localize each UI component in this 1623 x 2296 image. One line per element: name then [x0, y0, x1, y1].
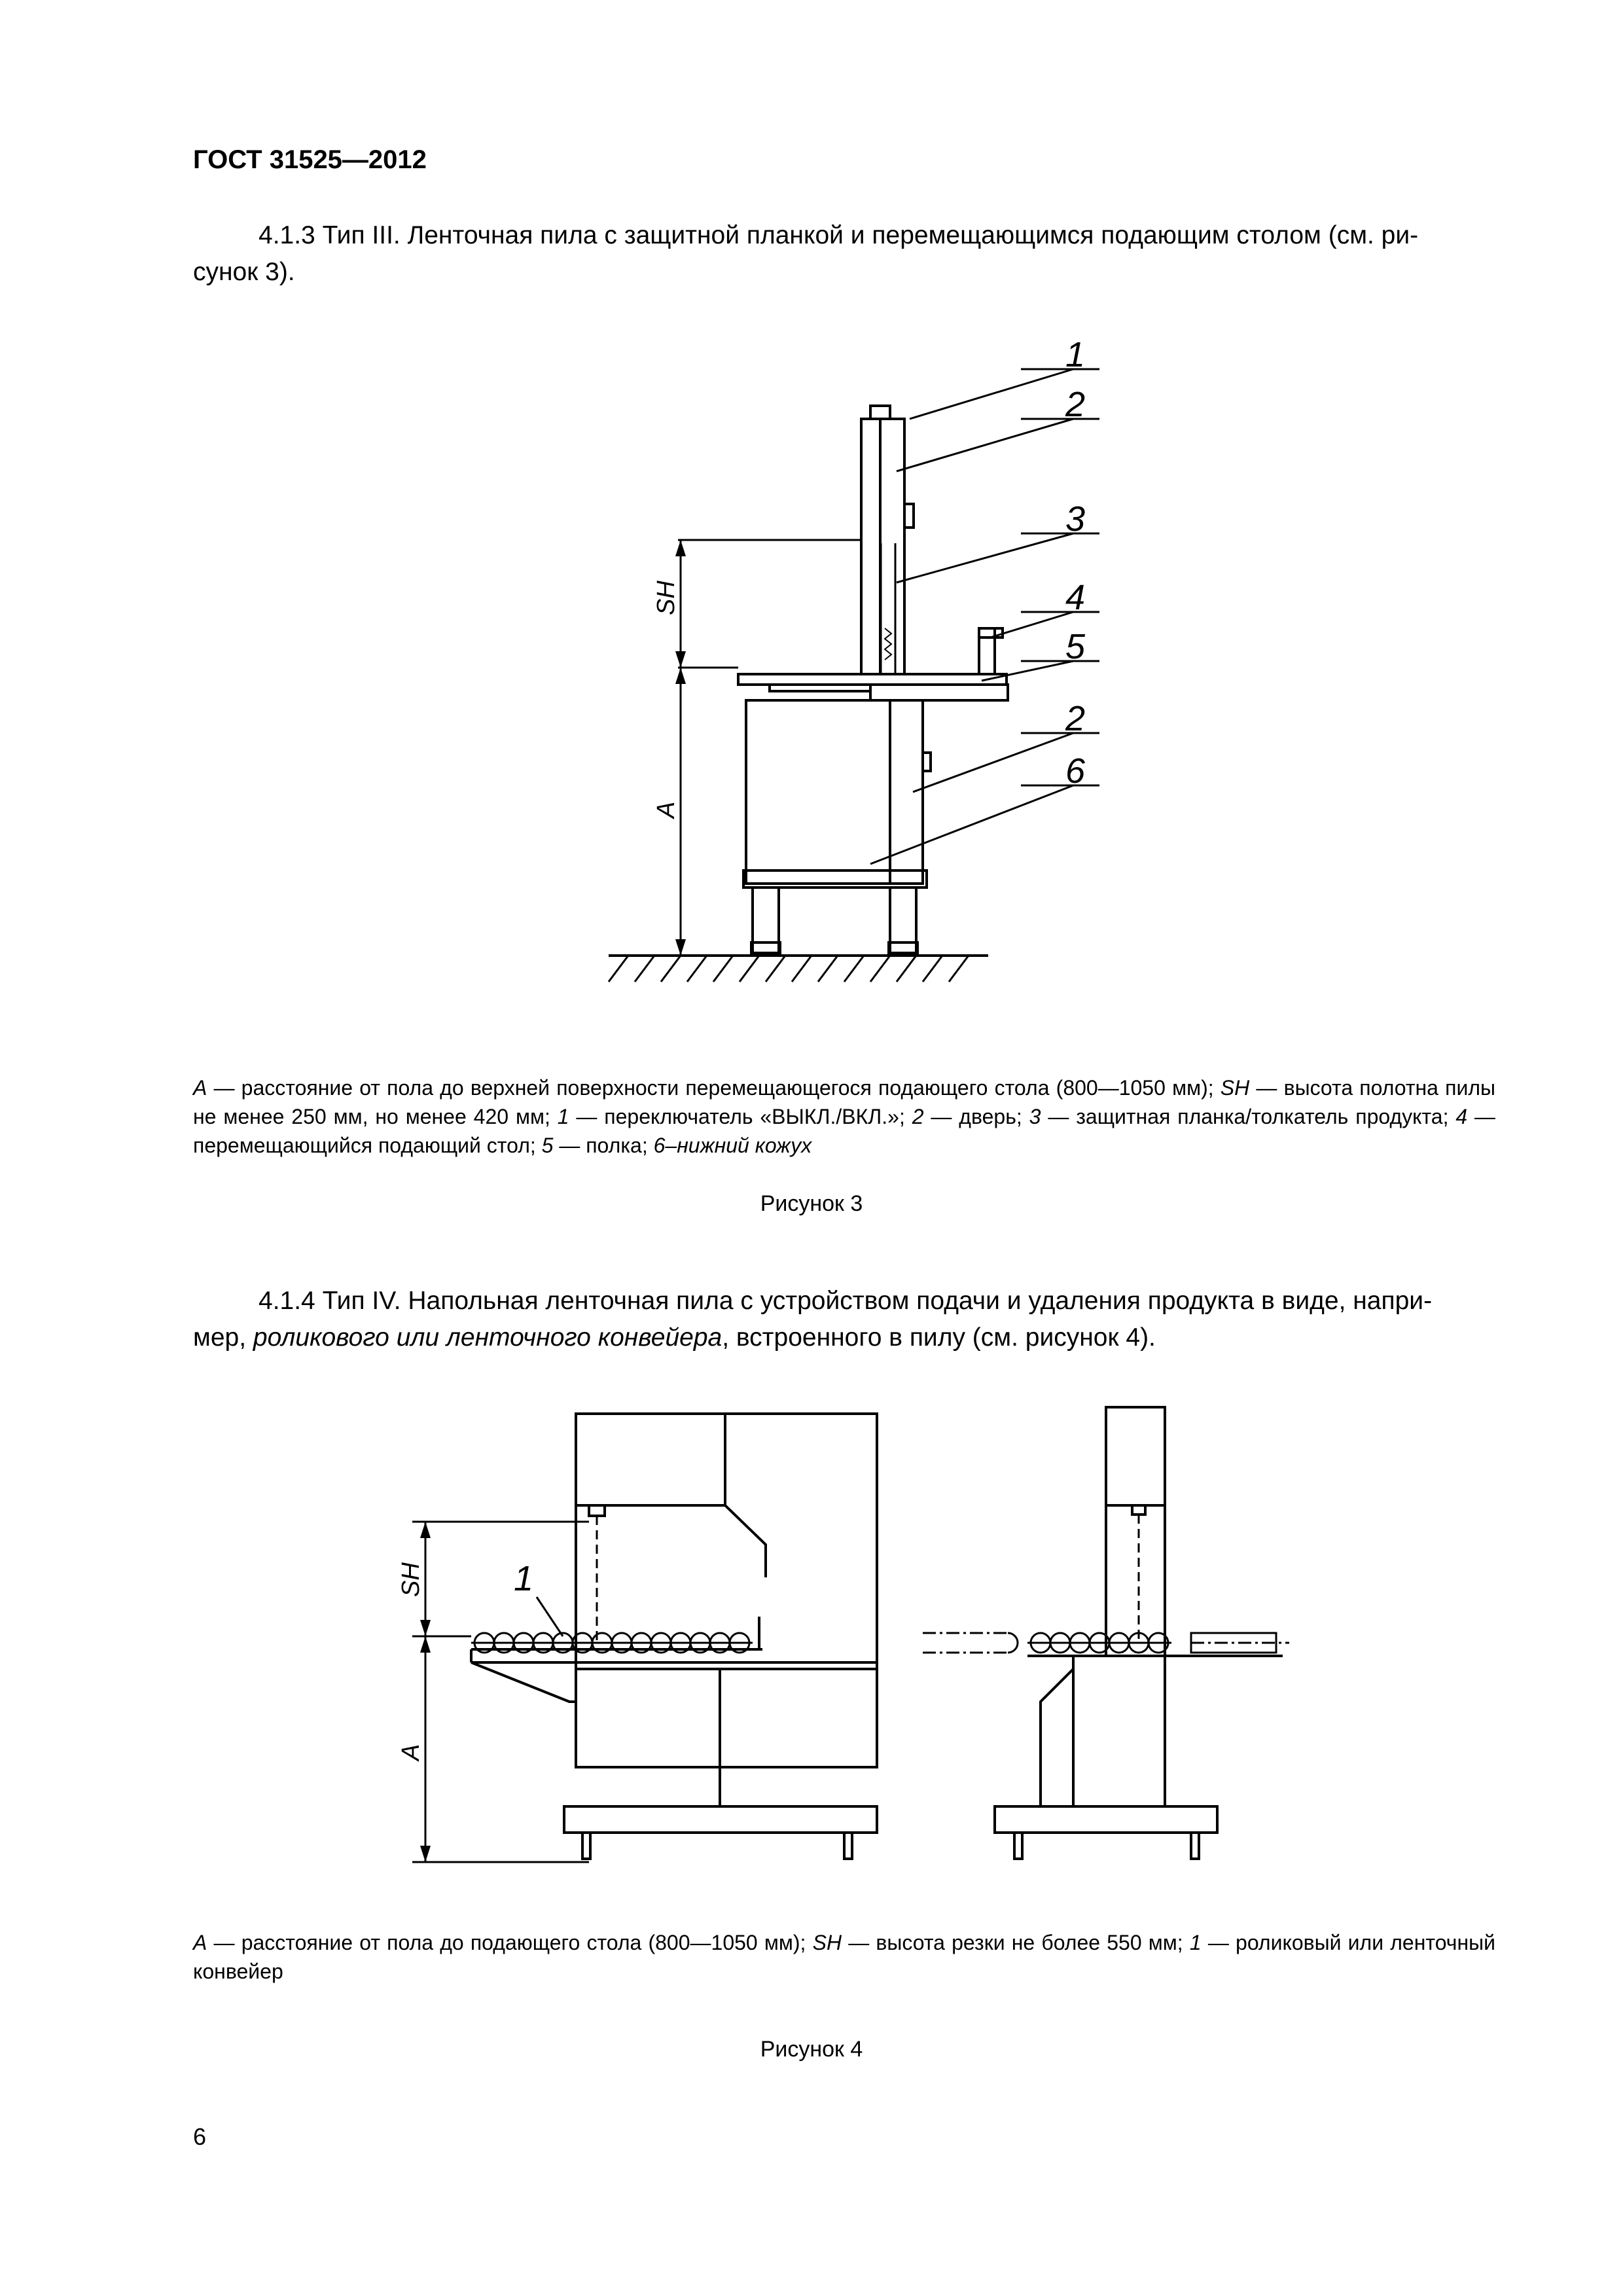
figure-3-title: Рисунок 3: [760, 1191, 863, 1216]
fig3-label-1: 1: [1065, 335, 1086, 374]
fig4-label-1: 1: [514, 1559, 534, 1598]
paragraph-4-1-3-line2: сунок 3).: [193, 258, 295, 286]
fig3-label-2b: 2: [1065, 699, 1086, 738]
document-header: ГОСТ 31525—2012: [193, 145, 427, 174]
figure-3-caption: A — расстояние от пола до верхней поверхности перемещающегося подающего стола (800—1050 мм); SH — высота полотна пилы не менее 250 мм, но менее 420 мм; 1 — переключатель «ВЫКЛ./ВКЛ.»; 2 — дверь; 3 — защитная планка/толкатель продукта; 4 — перемещающийся подающий стол; 5 — полка; 6–нижний кожух: [193, 1076, 1496, 1157]
page-number: 6: [193, 2123, 207, 2150]
fig3-label-6: 6: [1065, 751, 1086, 791]
fig3-label-2: 2: [1065, 385, 1086, 424]
figure-4-caption: A — расстояние от пола до подающего стола (800—1050 мм); SH — высота резки не более 550 мм; 1 — роликовый или ленточный конвейер: [193, 1931, 1496, 1983]
paragraph-4-1-3-line1: 4.1.3 Тип III. Ленточная пила с защитной планкой и перемещающимся подающим столом (см. ри-: [259, 221, 1419, 249]
fig3-dim-sh: SH: [652, 581, 680, 615]
fig3-dim-a: A: [652, 801, 680, 818]
figure-3-drawing: [609, 369, 1099, 982]
figure-4-title: Рисунок 4: [760, 2037, 863, 2062]
fig4-dim-a: A: [397, 1744, 425, 1761]
fig3-label-3: 3: [1065, 499, 1086, 539]
fig3-label-5: 5: [1065, 627, 1086, 666]
fig3-label-4: 4: [1065, 578, 1086, 617]
paragraph-4-1-4-line1: 4.1.4 Тип IV. Напольная ленточная пила с устройством подачи и удаления продукта в виде, напри-: [259, 1287, 1433, 1315]
fig4-dim-sh: SH: [397, 1562, 425, 1597]
figure-4-drawing: [412, 1407, 1289, 1862]
paragraph-4-1-4: 4.1.4 Тип IV. Напольная ленточная пила с устройством подачи и удаления продукта в виде, напри- мер, роликового или ленточного конвейера, встроенного в пилу (см. рисунок 4).: [193, 1287, 1433, 1352]
